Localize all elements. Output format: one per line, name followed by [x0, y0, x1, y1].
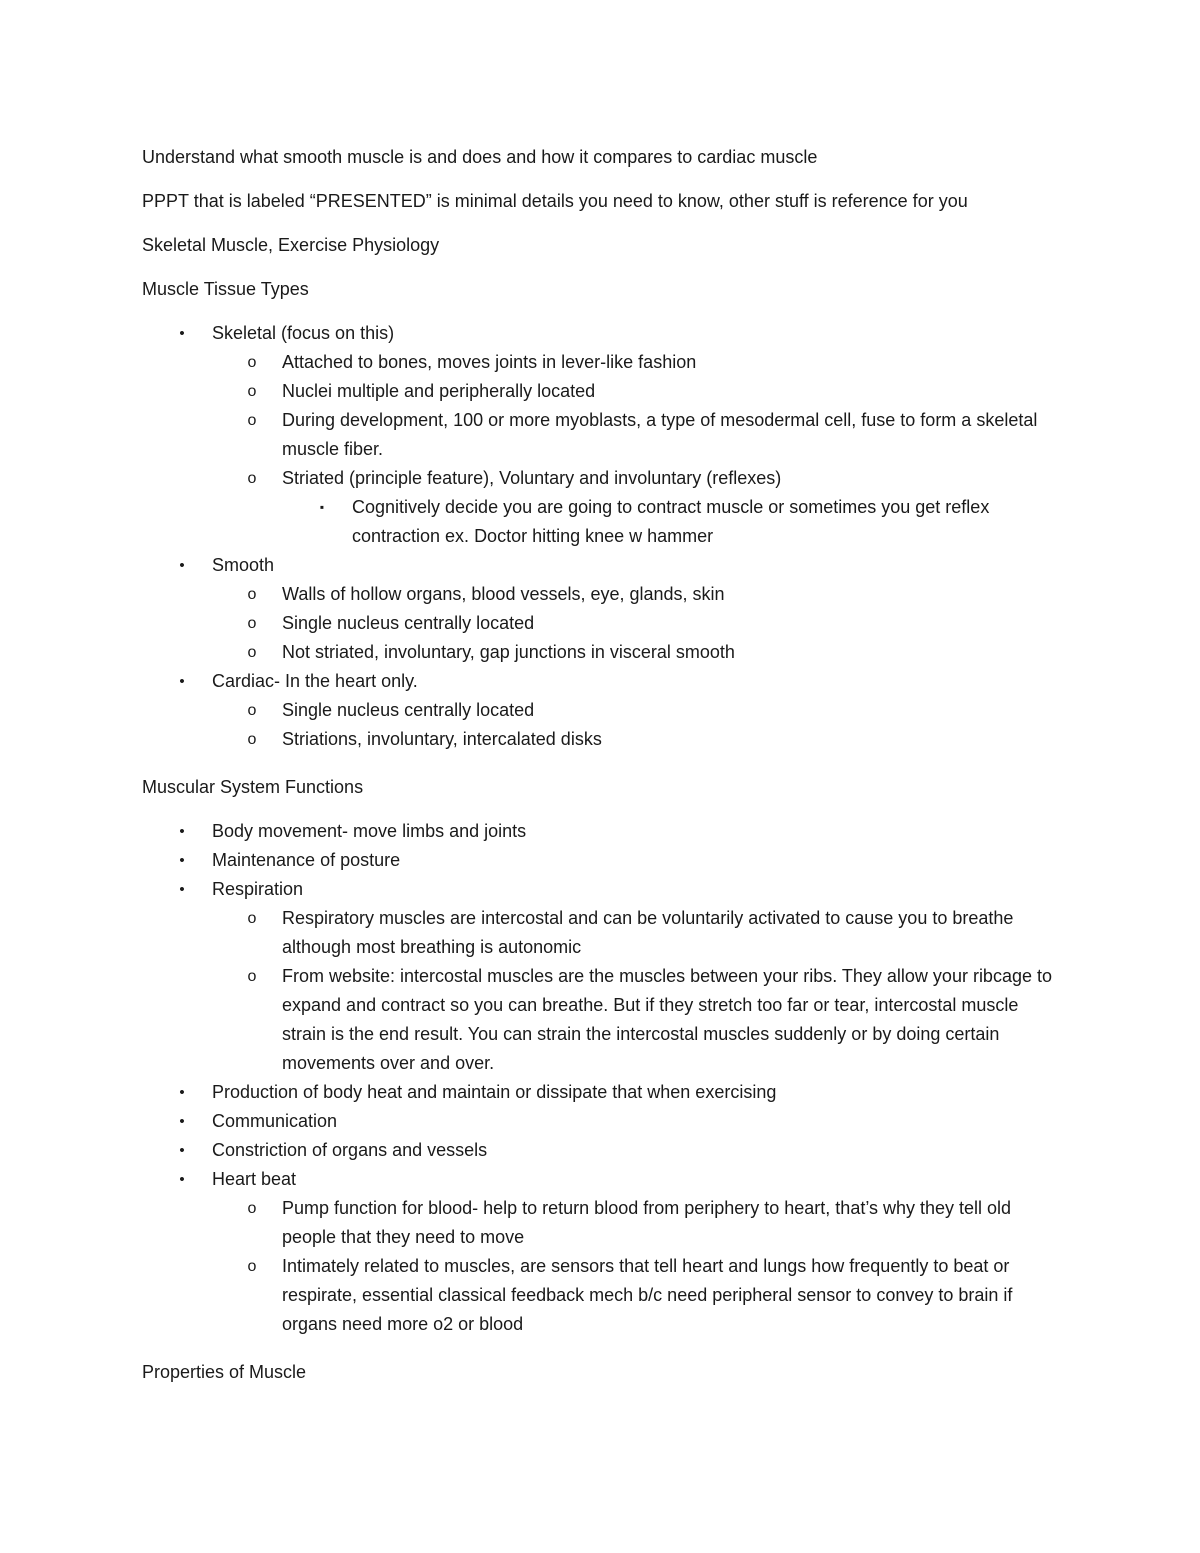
list-item [212, 609, 1062, 638]
list-item [142, 875, 1062, 1078]
list-item-text: Nuclei multiple and peripherally located [282, 381, 596, 401]
list-item-text: Single nucleus centrally located [282, 700, 535, 720]
list-item-text: Respiratory muscles are intercostal and can be voluntarily activated to cause you to breathe although most breathing is autonomic [282, 908, 1014, 957]
square-bullet-icon: ▪ [319, 500, 325, 514]
circle-bullet-icon: o [247, 910, 257, 927]
section-title: Skeletal Muscle, Exercise Physiology [142, 235, 440, 255]
functions-list [142, 817, 1062, 1339]
list-item [142, 1078, 1062, 1107]
bullet-icon: • [179, 557, 185, 574]
bullet-icon: • [179, 1142, 185, 1159]
list-item-text: Smooth [212, 555, 275, 575]
bullet-icon: • [179, 1171, 185, 1188]
bullet-icon: • [179, 881, 185, 898]
list-item [142, 846, 1062, 875]
sub-list [212, 1194, 1062, 1339]
circle-bullet-icon: o [247, 586, 257, 603]
list-item-text: Maintenance of posture [212, 850, 401, 870]
list-item-text: During development, 100 or more myoblasts, a type of mesodermal cell, fuse to form a skeletal muscle fiber. [282, 410, 1038, 459]
list-item-text: Attached to bones, moves joints in lever-like fashion [282, 352, 697, 372]
bullet-icon: • [179, 325, 185, 342]
circle-bullet-icon: o [247, 615, 257, 632]
list-item-text: Communication [212, 1111, 338, 1131]
circle-bullet-icon: o [247, 968, 257, 985]
circle-bullet-icon: o [247, 470, 257, 487]
list-item [212, 580, 1062, 609]
sub-list [212, 904, 1062, 1078]
list-item [212, 1194, 1062, 1252]
list-item [142, 1136, 1062, 1165]
circle-bullet-icon: o [247, 644, 257, 661]
list-item-text: Intimately related to muscles, are sensors that tell heart and lungs how frequently to beat or respirate, essential classical feedback mech b/c need peripheral sensor to convey to brain if organs need more o2 or blood [282, 1256, 1013, 1334]
list-item [212, 696, 1062, 725]
circle-bullet-icon: o [247, 1258, 257, 1275]
list-item [212, 904, 1062, 962]
list-item-text: Striated (principle feature), Voluntary and involuntary (reflexes) [282, 468, 782, 488]
circle-bullet-icon: o [247, 412, 257, 429]
bullet-icon: • [179, 852, 185, 869]
list-item-text: Respiration [212, 879, 304, 899]
list-item [282, 493, 1062, 551]
bullet-icon: • [179, 673, 185, 690]
list-item [142, 551, 1062, 667]
list-item-text: Striations, involuntary, intercalated disks [282, 729, 602, 749]
heading-muscular-system-functions: Muscular System Functions [142, 777, 364, 797]
list-item-text: Cardiac- In the heart only. [212, 671, 418, 691]
circle-bullet-icon: o [247, 702, 257, 719]
list-item-text: Skeletal (focus on this) [212, 323, 395, 343]
list-item [142, 667, 1062, 754]
list-item [142, 817, 1062, 846]
list-item [212, 962, 1062, 1078]
list-item-text: Constriction of organs and vessels [212, 1140, 488, 1160]
heading-properties-of-muscle: Properties of Muscle [142, 1362, 307, 1382]
tissue-types-list [142, 319, 1062, 754]
list-item-text: Heart beat [212, 1169, 297, 1189]
bullet-icon: • [179, 1084, 185, 1101]
sub-sub-list [282, 493, 1062, 551]
sub-list [212, 696, 1062, 754]
list-item-text: Walls of hollow organs, blood vessels, eye, glands, skin [282, 584, 725, 604]
list-item-text: Production of body heat and maintain or dissipate that when exercising [212, 1082, 777, 1102]
document-body [142, 143, 1062, 1402]
circle-bullet-icon: o [247, 1200, 257, 1217]
list-item [212, 406, 1062, 464]
heading-muscle-tissue-types: Muscle Tissue Types [142, 279, 309, 299]
bullet-icon: • [179, 823, 185, 840]
list-item [212, 464, 1062, 551]
intro-line-2: PPPT that is labeled “PRESENTED” is minimal details you need to know, other stuff is reference for you [142, 191, 968, 211]
circle-bullet-icon: o [247, 383, 257, 400]
list-item-text: Not striated, involuntary, gap junctions in visceral smooth [282, 642, 735, 662]
circle-bullet-icon: o [247, 731, 257, 748]
list-item [212, 377, 1062, 406]
list-item-text: Body movement- move limbs and joints [212, 821, 527, 841]
list-item [212, 725, 1062, 754]
list-item [142, 1107, 1062, 1136]
list-item [212, 1252, 1062, 1339]
list-item-text: Single nucleus centrally located [282, 613, 535, 633]
list-item [212, 348, 1062, 377]
list-item-text: Pump function for blood- help to return blood from periphery to heart, that’s why they tell old people that they need to move [282, 1198, 1012, 1247]
list-item [212, 638, 1062, 667]
list-item-text: Cognitively decide you are going to contract muscle or sometimes you get reflex contraction ex. Doctor hitting knee w hammer [352, 497, 990, 546]
intro-line-1: Understand what smooth muscle is and does and how it compares to cardiac muscle [142, 147, 818, 167]
circle-bullet-icon: o [247, 354, 257, 371]
list-item-text: From website: intercostal muscles are the muscles between your ribs. They allow your ribcage to expand and contract so you can breathe. But if they stretch too far or tear, intercostal muscle strain is the end result. You can strain the intercostal muscles suddenly or by doing certain movements over and over. [282, 966, 1052, 1073]
list-item [142, 1165, 1062, 1339]
sub-list [212, 348, 1062, 551]
list-item [142, 319, 1062, 551]
bullet-icon: • [179, 1113, 185, 1130]
sub-list [212, 580, 1062, 667]
